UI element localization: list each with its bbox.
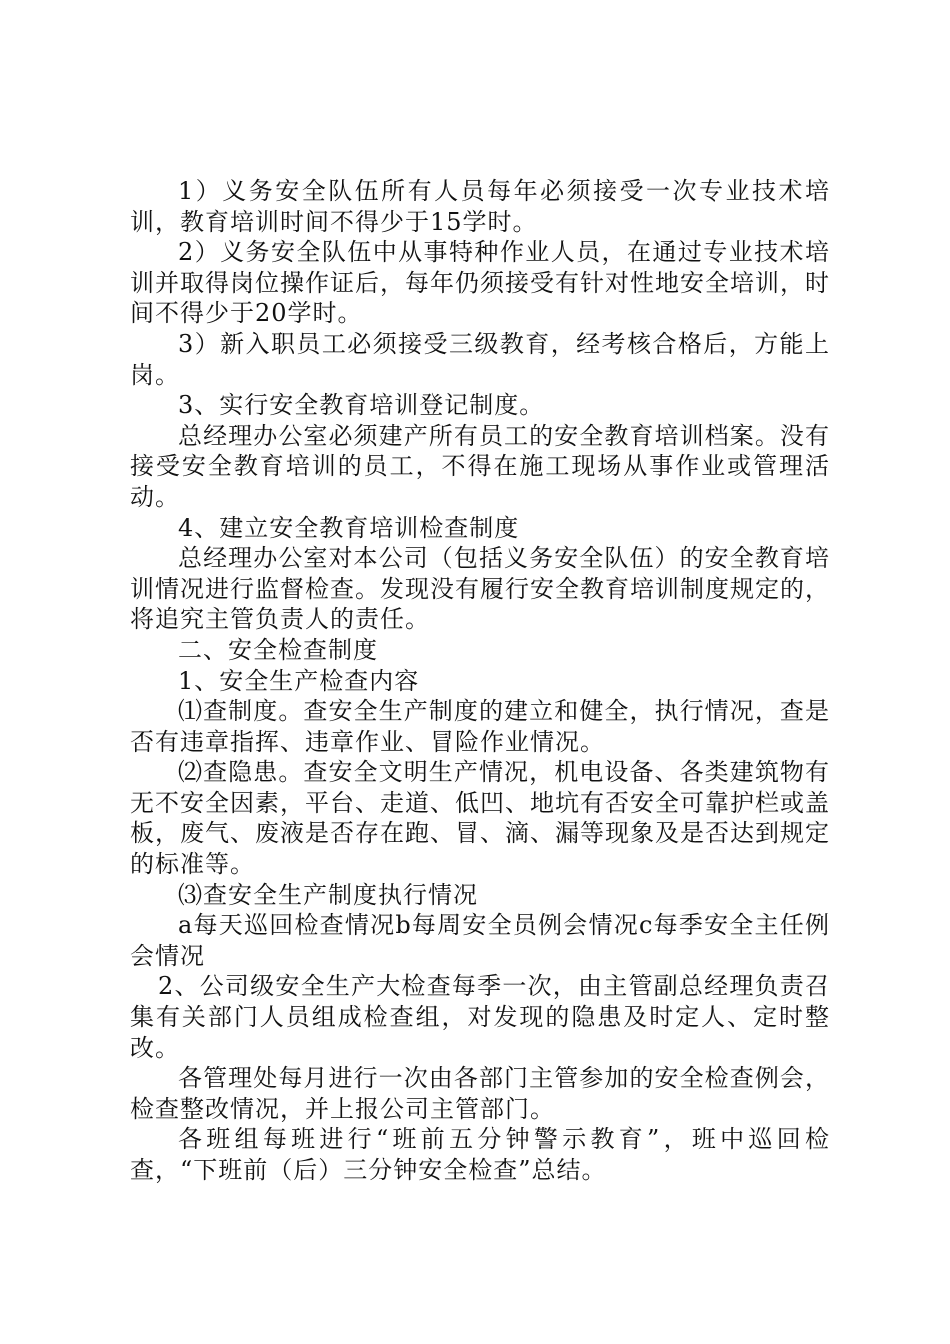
section-heading-1: 1、安全生产检查内容 bbox=[178, 666, 420, 695]
paragraph-2: 2）义务安全队伍中从事特种作业人员，在通过专业技术培训并取得岗位操作证后，每年仍须接受有针对性地安全培训，时间不得少于20学时。 bbox=[130, 238, 830, 328]
paragraph-13: a每天巡回检查情况b每周安全员例会情况c每季安全主任例会情况 bbox=[130, 911, 830, 970]
paragraph-16: 各班组每班进行“班前五分钟警示教育”，班中巡回检查，“下班前（后）三分钟安全检查”总结。 bbox=[130, 1125, 830, 1184]
paragraph-1: 1）义务安全队伍所有人员每年必须接受一次专业技术培训，教育培训时间不得少于15学时。 bbox=[130, 177, 830, 236]
section-heading-3: 3、实行安全教育培训登记制度。 bbox=[178, 391, 545, 420]
section-heading-4: 4、建立安全教育培训检查制度 bbox=[178, 513, 520, 542]
paragraph-3: 3）新入职员工必须接受三级教育，经考核合格后，方能上岗。 bbox=[130, 329, 830, 389]
paragraph-14: 2、公司级安全生产大检查每季一次，由主管副总经理负责召集有关部门人员组成检查组，对发现的隐患及时定人、定时整改。 bbox=[130, 972, 830, 1062]
paragraph-5: 总经理办公室必须建产所有员工的安全教育培训档案。没有接受安全教育培训的员工，不得在施工现场从事作业或管理活动。 bbox=[130, 421, 830, 511]
paragraph-15: 各管理处每月进行一次由各部门主管参加的安全检查例会，检查整改情况，并上报公司主管部门。 bbox=[130, 1064, 830, 1123]
chapter-heading-2: 二、安全检查制度 bbox=[178, 635, 378, 664]
paragraph-10: ⑴查制度。查安全生产制度的建立和健全，执行情况，查是否有违章指挥、违章作业、冒险作业情况。 bbox=[130, 697, 830, 756]
paragraph-12: ⑶查安全生产制度执行情况 bbox=[178, 880, 478, 909]
paragraph-7: 总经理办公室对本公司（包括义务安全队伍）的安全教育培训情况进行监督检查。发现没有履行安全教育培训制度规定的，将追究主管负责人的责任。 bbox=[130, 544, 830, 634]
document-body bbox=[130, 176, 830, 1186]
paragraph-11: ⑵查隐患。查安全文明生产情况，机电设备、各类建筑物有无不安全因素，平台、走道、低凹、地坑有否安全可靠护栏或盖板，废气、废液是否存在跑、冒、滴、漏等现象及是否达到规定的标准等。 bbox=[130, 758, 830, 879]
